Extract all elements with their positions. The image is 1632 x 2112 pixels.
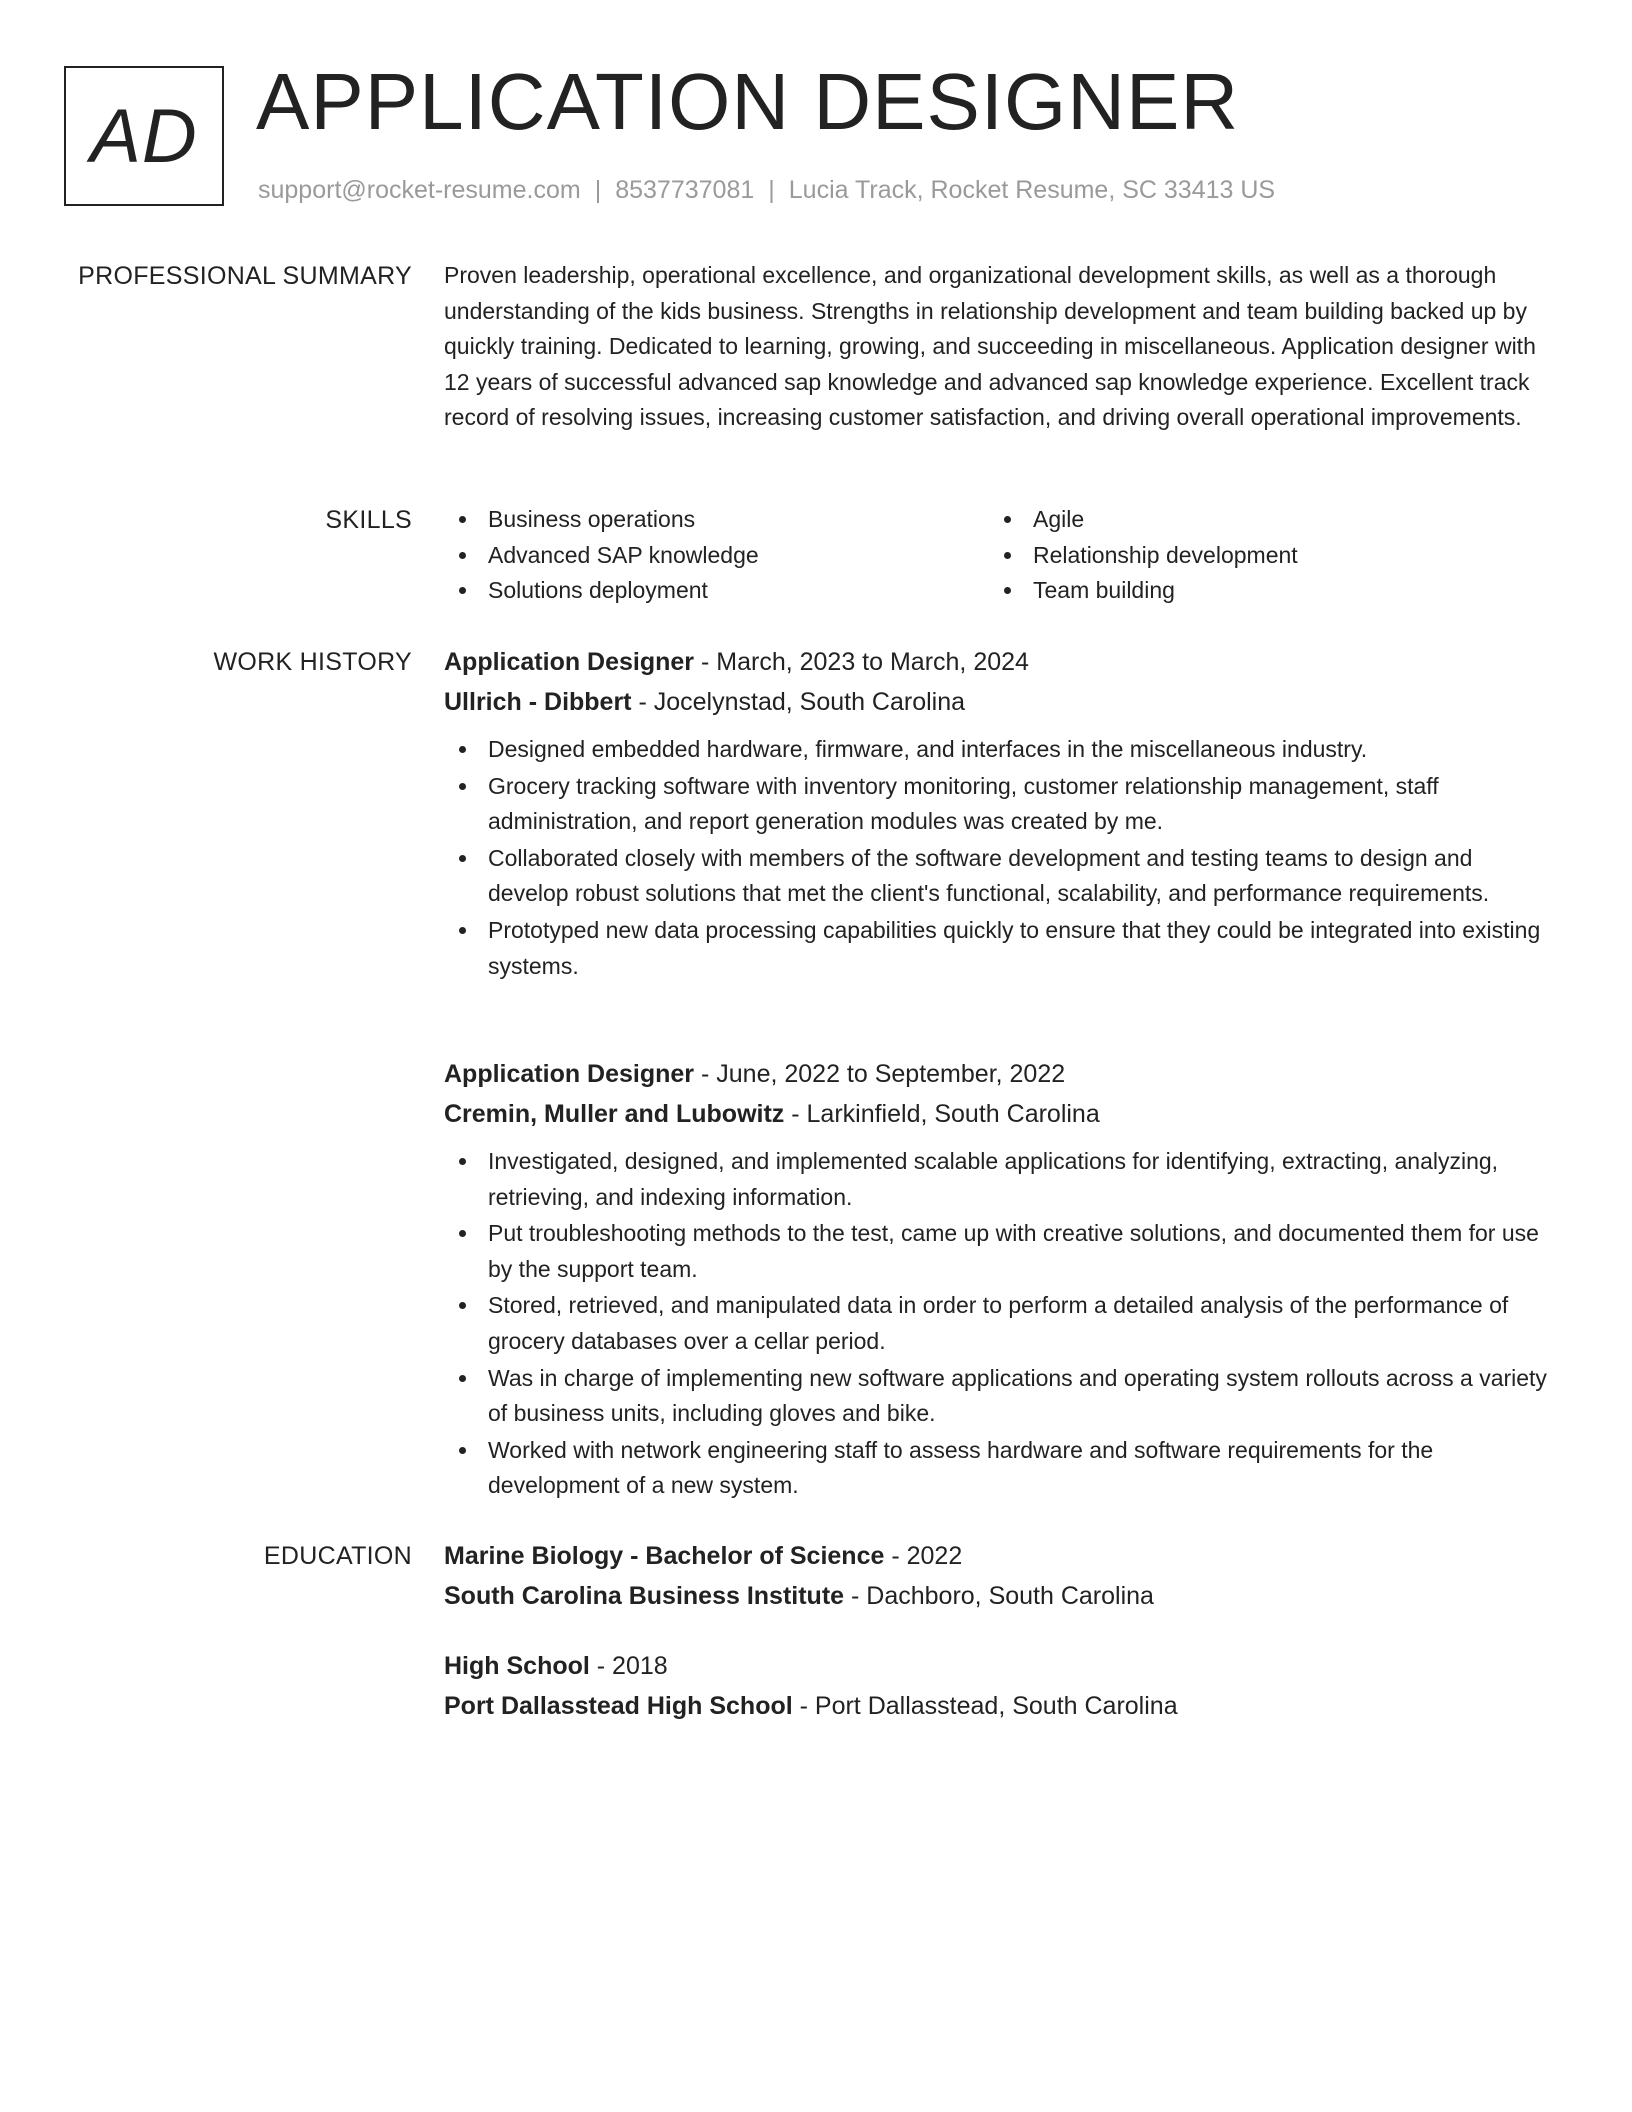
degree: High School	[444, 1652, 590, 1680]
graduation-year: - 2018	[589, 1652, 668, 1680]
company-location: - Larkinfield, South Carolina	[784, 1100, 1100, 1128]
job-entry	[444, 642, 1556, 985]
skills-list-right	[989, 502, 1534, 609]
contact-line	[258, 174, 1275, 206]
job-bullet: Prototyped new data processing capabilities quickly to ensure that they could be integrated into existing systems.	[444, 913, 1556, 984]
company-location: - Jocelynstad, South Carolina	[631, 688, 966, 716]
job-bullet: Put troubleshooting methods to the test, came up with creative solutions, and documented them for use by the support team.	[444, 1216, 1556, 1287]
job-title: Application Designer	[444, 648, 695, 676]
school-name: South Carolina Business Institute	[444, 1582, 845, 1610]
contact-separator: |	[768, 176, 775, 204]
monogram-logo: AD	[64, 66, 224, 206]
summary-text: Proven leadership, operational excellence, and organizational development skills, as well as a thorough understanding of the kids business. Strengths in relationship development and team building backed up by quickly training. Dedicated to learning, growing, and succeeding in miscellaneous. Application designer with 12 years of successful advanced sap knowledge and advanced sap knowledge experience. Excellent track record of resolving issues, increasing customer satisfaction, and driving overall operational improvements.	[444, 262, 1536, 431]
job-bullet: Stored, retrieved, and manipulated data in order to perform a detailed analysis of the performance of grocery databases over a cellar period.	[444, 1288, 1556, 1359]
education-entry	[444, 1646, 1556, 1726]
job-bullet: Was in charge of implementing new software applications and operating system rollouts across a variety of business units, including gloves and bike.	[444, 1361, 1556, 1432]
job-bullet: Investigated, designed, and implemented scalable applications for identifying, extracting, analyzing, retrieving, and indexing information.	[444, 1144, 1556, 1215]
company-name: Cremin, Muller and Lubowitz	[444, 1100, 785, 1128]
company-line	[444, 682, 1556, 722]
job-title-line	[444, 1054, 1556, 1094]
job-bullet: Worked with network engineering staff to assess hardware and software requirements for the development of a new system.	[444, 1433, 1556, 1504]
skill-item: Solutions deployment	[444, 573, 989, 609]
degree: Marine Biology - Bachelor of Science	[444, 1542, 885, 1570]
school-line	[444, 1576, 1556, 1616]
job-bullets	[444, 732, 1556, 984]
page-title: APPLICATION DESIGNER	[256, 57, 1240, 146]
job-title-line	[444, 642, 1556, 682]
job-bullet: Grocery tracking software with inventory monitoring, customer relationship management, staff administration, and report generation modules was created by me.	[444, 769, 1556, 840]
education-heading: EDUCATION	[263, 1542, 412, 1570]
work-history-heading: WORK HISTORY	[213, 648, 412, 676]
job-bullet: Collaborated closely with members of the software development and testing teams to design and develop robust solutions that met the client's functional, scalability, and performance requirements.	[444, 841, 1556, 912]
skill-item: Advanced SAP knowledge	[444, 538, 989, 574]
company-name: Ullrich - Dibbert	[444, 688, 632, 716]
job-bullets	[444, 1144, 1556, 1504]
skills-heading: SKILLS	[325, 506, 412, 534]
job-bullet: Designed embedded hardware, firmware, and interfaces in the miscellaneous industry.	[444, 732, 1556, 768]
skill-item: Team building	[989, 573, 1534, 609]
job-title: Application Designer	[444, 1060, 695, 1088]
school-location: - Dachboro, South Carolina	[844, 1582, 1154, 1610]
degree-line	[444, 1646, 1556, 1686]
contact-email: support@rocket-resume.com	[258, 176, 581, 204]
skill-item: Agile	[989, 502, 1534, 538]
contact-phone: 8537737081	[615, 176, 755, 204]
school-line	[444, 1686, 1556, 1726]
education-entry	[444, 1536, 1556, 1616]
company-line	[444, 1094, 1556, 1134]
job-dates: - June, 2022 to September, 2022	[694, 1060, 1066, 1088]
school-name: Port Dallasstead High School	[444, 1692, 793, 1720]
graduation-year: - 2022	[884, 1542, 963, 1570]
skill-item: Business operations	[444, 502, 989, 538]
contact-address: Lucia Track, Rocket Resume, SC 33413 US	[788, 176, 1276, 204]
skills-list-left	[444, 502, 989, 609]
job-dates: - March, 2023 to March, 2024	[694, 648, 1029, 676]
summary-heading: PROFESSIONAL SUMMARY	[78, 262, 412, 290]
skill-item: Relationship development	[989, 538, 1534, 574]
job-entry	[444, 1054, 1556, 1505]
school-location: - Port Dallasstead, South Carolina	[792, 1692, 1178, 1720]
degree-line	[444, 1536, 1556, 1576]
contact-separator: |	[594, 176, 602, 204]
